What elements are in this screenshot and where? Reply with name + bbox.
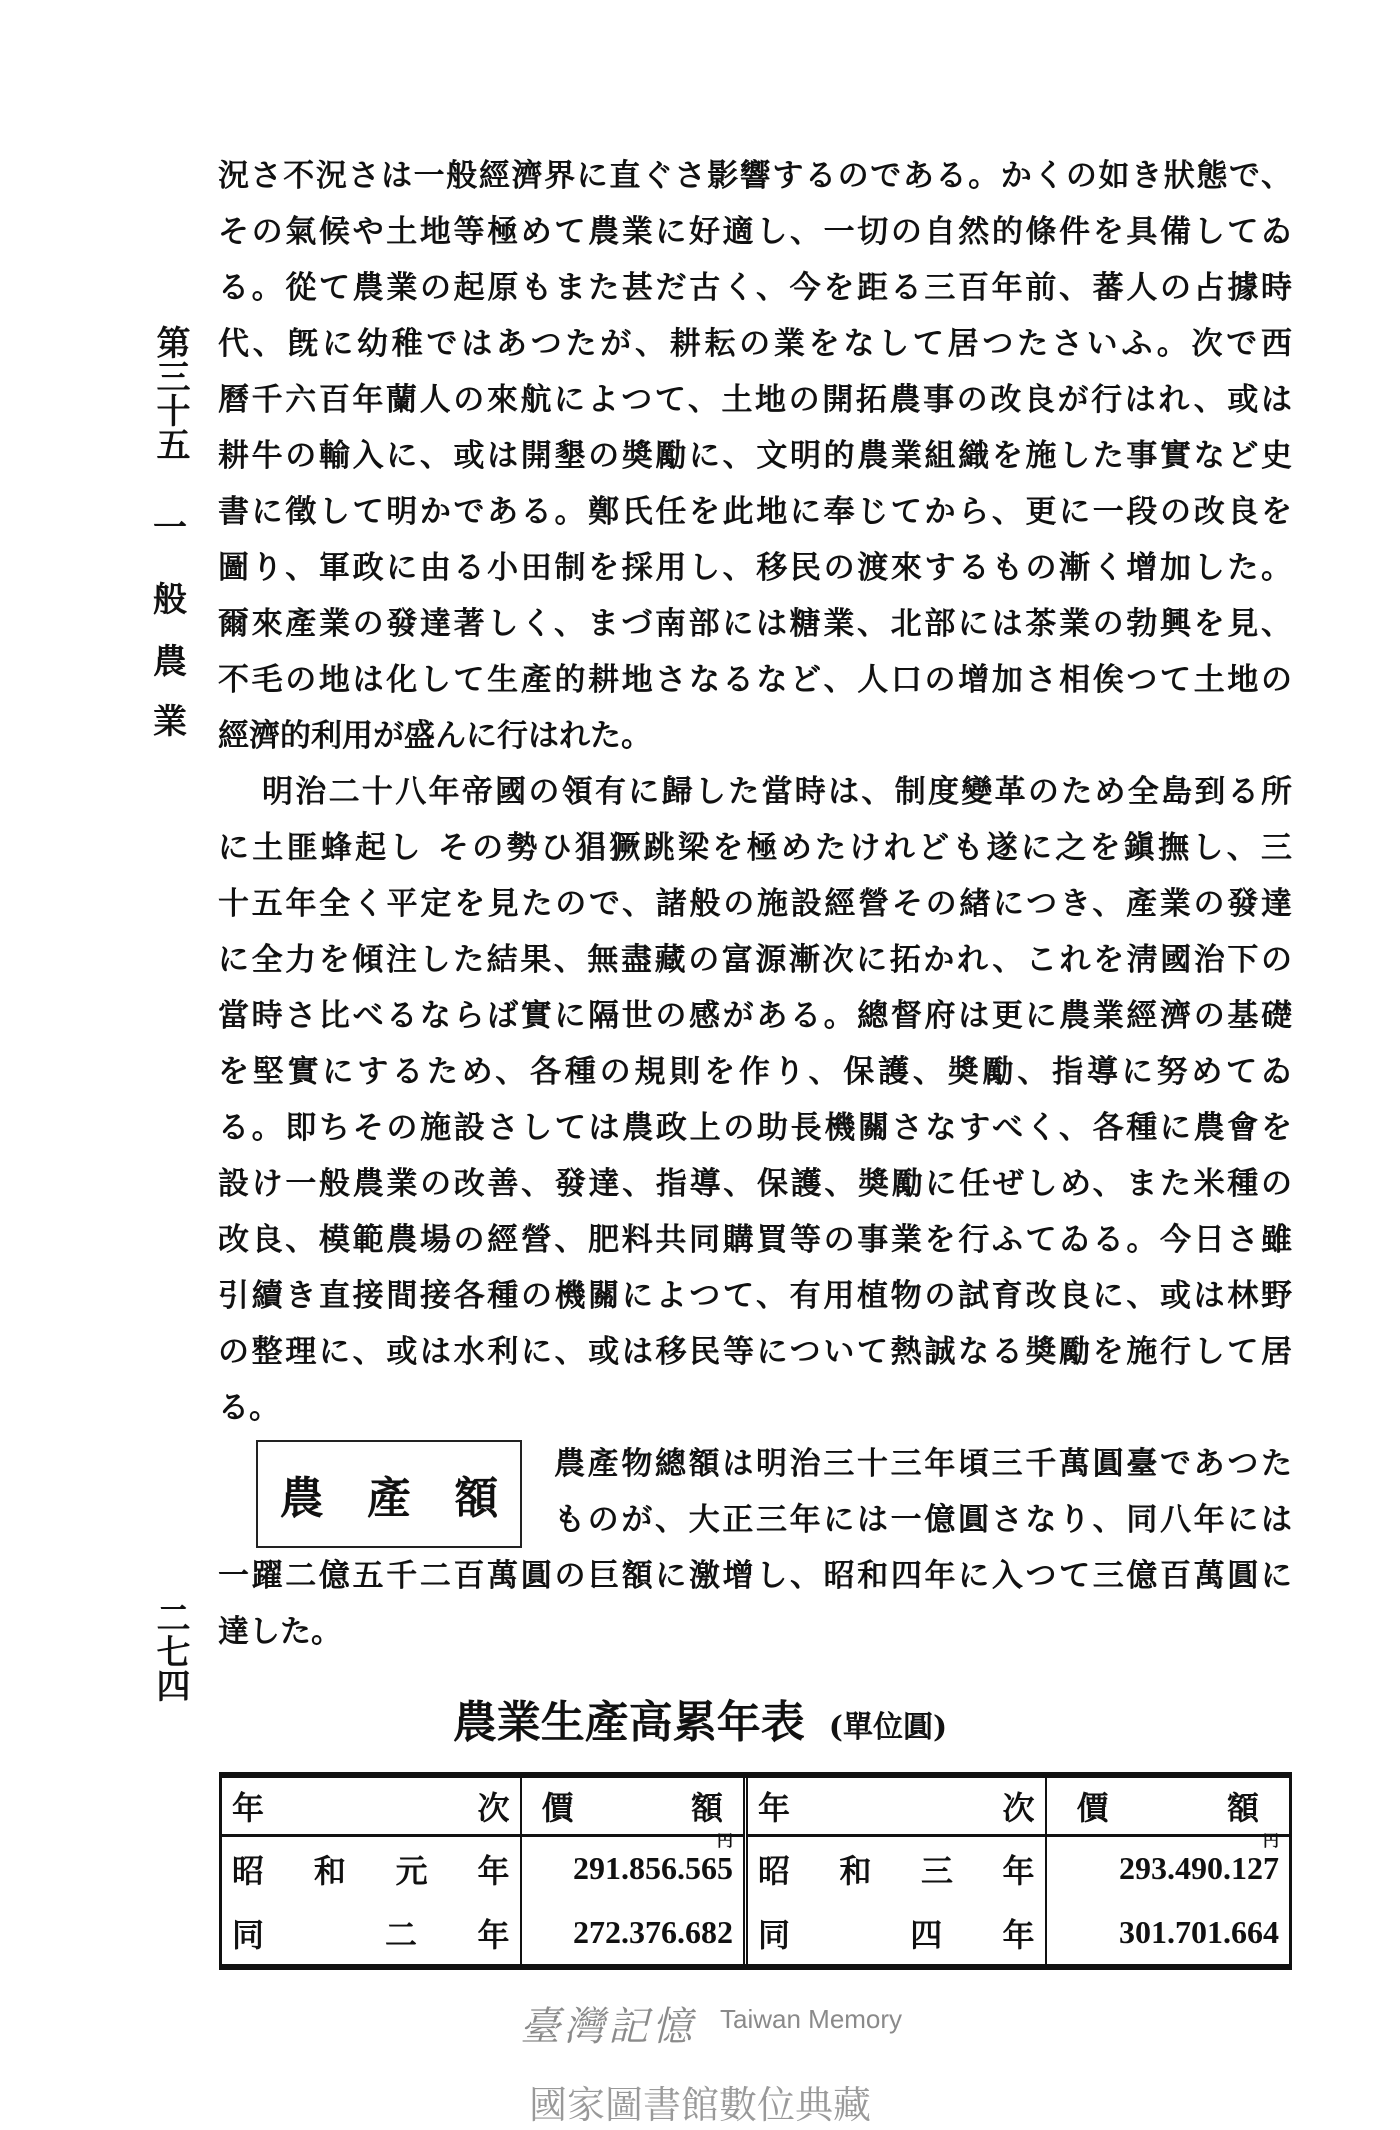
watermark-logo: 臺灣記憶 xyxy=(520,2004,696,2050)
year-char: 和 xyxy=(313,1851,346,1890)
section-heading-char: 額 xyxy=(454,1473,499,1524)
table-title xyxy=(0,1686,1400,1750)
header-cell: 價 xyxy=(1076,1789,1109,1826)
text-line: ものが、大正三年には一億圓さなり、同八年には xyxy=(554,1502,1292,1538)
currency-mark: 円 xyxy=(716,1833,733,1851)
footer-credit: 國家圖書館數位典藏 xyxy=(528,2083,871,2127)
text-line: 代、旣に幼稚ではあつたが、耕耘の業をなして居つたさいふ。次で西 xyxy=(218,326,1292,362)
text-line: 圖り、軍政に由る小田制を採用し、移民の渡來するもの漸く增加した。 xyxy=(218,550,1292,586)
header-cell: 額 xyxy=(690,1789,723,1826)
text-line: 改良、模範農場の經營、肥料共同購買等の事業を行ふてゐる。今日さ雖 xyxy=(218,1222,1292,1258)
table-title-text: 農業生產高累年表 xyxy=(452,1697,805,1748)
value-cell: 291.856.565 xyxy=(573,1850,733,1887)
section-heading-box xyxy=(256,1440,522,1548)
text-line: 況さ不況さは一般經濟界に直ぐさ影響するのである。かくの如き狀態で、 xyxy=(218,158,1292,194)
production-table xyxy=(219,1772,1292,1970)
year-char: 同 xyxy=(232,1915,265,1954)
text-line: の整理に、或は水利に、或は移民等について熱誠なる奬勵を施行して居 xyxy=(218,1334,1292,1370)
year-char: 元 xyxy=(395,1851,428,1890)
text-line: 一躍二億五千二百萬圓の巨額に激增し、昭和四年に入つて三億百萬圓に xyxy=(218,1558,1292,1594)
year-char: 四 xyxy=(910,1915,943,1954)
value-cell: 301.701.664 xyxy=(1119,1914,1279,1950)
text-line: 不毛の地は化して生產的耕地さなるなど、人口の增加さ相俟つて土地の xyxy=(218,662,1292,698)
text-line: 農產物總額は明治三十三年頃三千萬圓臺であつた xyxy=(554,1446,1292,1482)
running-head-char: 業 xyxy=(153,702,187,742)
header-cell: 額 xyxy=(1226,1789,1259,1826)
text-line: 書に徵して明かである。鄭氏任を此地に奉じてから、更に一段の改良を xyxy=(218,494,1292,530)
year-char: 三 xyxy=(920,1851,953,1890)
year-char: 年 xyxy=(477,1915,510,1954)
section-heading-char: 農 xyxy=(279,1473,324,1524)
table-row xyxy=(221,1901,1291,1967)
chapter-label: 第三十五 xyxy=(150,325,190,461)
text-line: に土匪蜂起し その勢ひ猖獗跳梁を極めたけれども遂に之を鎭撫し、三 xyxy=(218,830,1292,866)
header-cell: 年 xyxy=(758,1788,791,1827)
text-line: 十五年全く平定を見たので、諸般の施設經營その緖につき、產業の發達 xyxy=(218,886,1292,922)
currency-mark: 円 xyxy=(1262,1833,1279,1851)
text-line: る。從て農業の起原もまた甚だ古く、今を距る三百年前、蕃人の占據時 xyxy=(218,270,1292,306)
year-char: 年 xyxy=(1002,1915,1035,1954)
table-unit: (單位圓) xyxy=(828,1710,948,1745)
header-cell: 年 xyxy=(232,1788,265,1827)
value-cell: 293.490.127 xyxy=(1119,1850,1279,1887)
year-char: 昭 xyxy=(232,1851,265,1890)
year-char: 二 xyxy=(384,1915,417,1954)
header-cell: 次 xyxy=(477,1788,510,1827)
page-number-text: 二七四 xyxy=(150,1600,190,1702)
header-cell: 次 xyxy=(1002,1788,1035,1827)
text-line: 設け一般農業の改善、發達、指導、保護、奬勵に任ぜしめ、また米種の xyxy=(218,1166,1292,1202)
table-header-row xyxy=(221,1775,1291,1835)
year-char: 年 xyxy=(1002,1851,1035,1890)
text-line: る。即ちその施設さしては農政上の助長機關さなすべく、各種に農會を xyxy=(218,1110,1292,1146)
table-row xyxy=(221,1835,1291,1901)
text-line: 引續き直接間接各種の機關によつて、有用植物の試育改良に、或は林野 xyxy=(218,1278,1292,1314)
text-line: その氣候や土地等極めて農業に好適し、一切の自然的條件を具備してゐ xyxy=(218,214,1292,250)
text-line: を堅實にするため、各種の規則を作り、保護、奬勵、指導に努めてゐ xyxy=(218,1054,1292,1090)
text-line: 當時さ比べるならば實に隔世の感がある。總督府は更に農業經濟の基礎 xyxy=(218,998,1292,1034)
text-line: 達した。 xyxy=(218,1614,342,1650)
section-heading-char: 產 xyxy=(366,1473,411,1524)
value-cell: 272.376.682 xyxy=(573,1914,733,1950)
text-line: 曆千六百年蘭人の來航によつて、土地の開拓農事の改良が行はれ、或は xyxy=(218,382,1292,418)
year-char: 和 xyxy=(839,1851,872,1890)
text-line: 明治二十八年帝國の領有に歸した當時は、制度變革のため全島到る所 xyxy=(262,774,1292,810)
year-char: 年 xyxy=(477,1851,510,1890)
text-line: 耕牛の輸入に、或は開墾の奬勵に、文明的農業組織を施した事實など史 xyxy=(218,438,1292,474)
running-head-char: 農 xyxy=(153,642,187,682)
text-line: 爾來產業の發達著しく、まづ南部には糖業、北部には茶業の勃興を見、 xyxy=(218,606,1292,642)
text-line: る。 xyxy=(218,1390,280,1426)
running-head-chapter xyxy=(148,325,192,461)
running-head-dash: 一 xyxy=(153,508,187,548)
watermark-english: Taiwan Memory xyxy=(720,2004,903,2034)
text-line: 經濟的利用が盛んに行はれた。 xyxy=(218,718,652,754)
header-cell: 價 xyxy=(541,1789,574,1826)
year-char: 昭 xyxy=(758,1851,791,1890)
running-head-char: 般 xyxy=(153,580,187,620)
year-char: 同 xyxy=(758,1915,791,1954)
text-line: に全力を傾注した結果、無盡藏の富源漸次に拓かれ、これを淸國治下の xyxy=(218,942,1292,978)
